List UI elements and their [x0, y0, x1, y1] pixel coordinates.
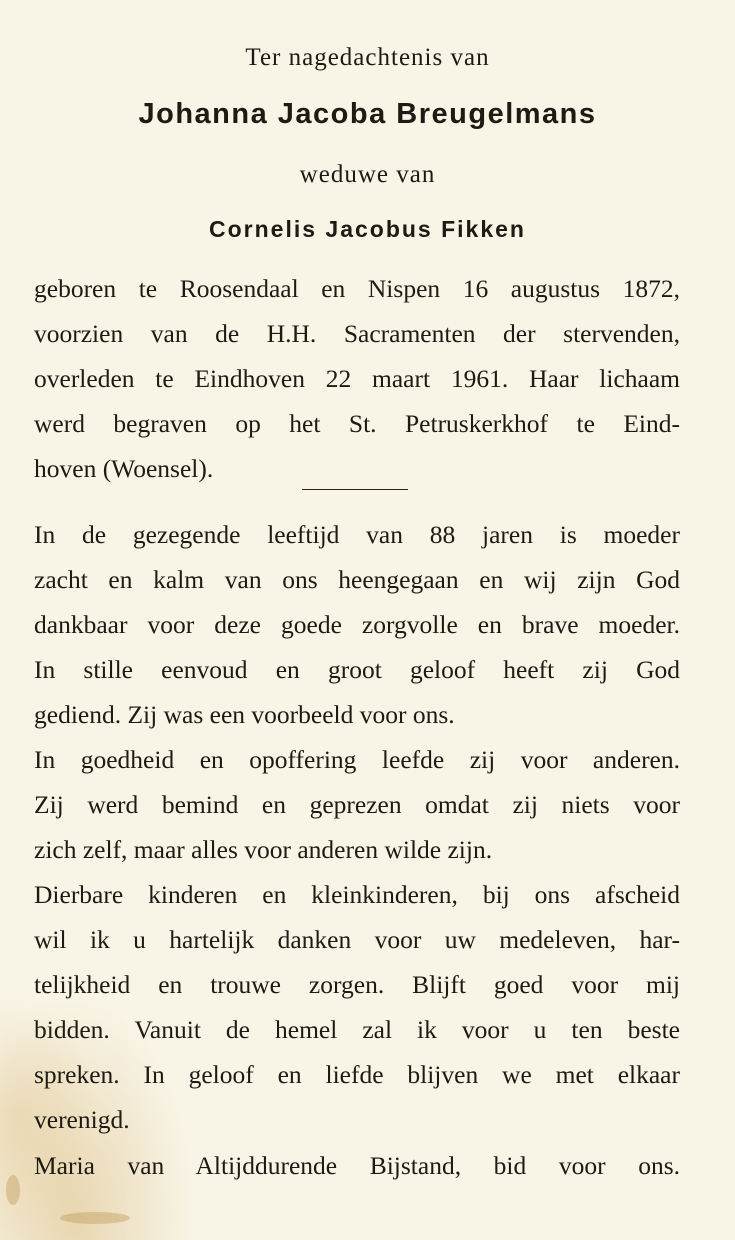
tribute-line: Zij werd bemind en geprezen omdat zij niets voor [34, 790, 680, 819]
tribute-line: In goedheid en opoffering leefde zij voor anderen. [34, 745, 680, 774]
divider-rule [302, 489, 408, 490]
tribute-line: spreken. In geloof en liefde blijven we met elkaar [34, 1060, 680, 1089]
spouse-name: Cornelis Jacobus Fikken [209, 216, 526, 242]
biography-line: werd begraven op het St. Petruskerkhof te Eind- [34, 409, 680, 438]
tribute-line: gediend. Zij was een voorbeeld voor ons. [34, 700, 455, 729]
tribute-line: Dierbare kinderen en kleinkinderen, bij ons afscheid [34, 880, 680, 909]
biography-paragraph [34, 266, 680, 491]
relation-text: weduwe van [299, 161, 436, 188]
tribute-line: zich zelf, maar alles voor anderen wilde zijn. [34, 835, 493, 864]
tribute-line: In de gezegende leeftijd van 88 jaren is moeder [34, 520, 680, 549]
tribute-line: wil ik u hartelijk danken voor uw medeleven, har- [34, 925, 680, 954]
tribute-line: verenigd. [34, 1105, 130, 1134]
tribute-line: telijkheid en trouwe zorgen. Blijft goed voor mij [34, 970, 680, 999]
biography-line: hoven (Woensel). [34, 454, 214, 483]
paper-stain [60, 1212, 130, 1224]
paper-stain [6, 1175, 20, 1205]
biography-line: overleden te Eindhoven 22 maart 1961. Haar lichaam [34, 364, 680, 393]
tribute-line: zacht en kalm van ons heengegaan en wij zijn God [34, 565, 680, 594]
prayer-line: Maria van Altijddurende Bijstand, bid voor ons. [34, 1151, 680, 1180]
intro-text: Ter nagedachtenis van [245, 44, 490, 71]
deceased-name: Johanna Jacoba Breugelmans [138, 98, 597, 130]
tribute-line: dankbaar voor deze goede zorgvolle en brave moeder. [34, 610, 680, 639]
biography-line: voorzien van de H.H. Sacramenten der stervenden, [34, 319, 680, 348]
tribute-paragraph [34, 512, 680, 1142]
prayer-paragraph [34, 1143, 680, 1188]
biography-line: geboren te Roosendaal en Nispen 16 augustus 1872, [34, 274, 680, 303]
tribute-line: In stille eenvoud en groot geloof heeft zij God [34, 655, 680, 684]
tribute-line: bidden. Vanuit de hemel zal ik voor u ten beste [34, 1015, 680, 1044]
